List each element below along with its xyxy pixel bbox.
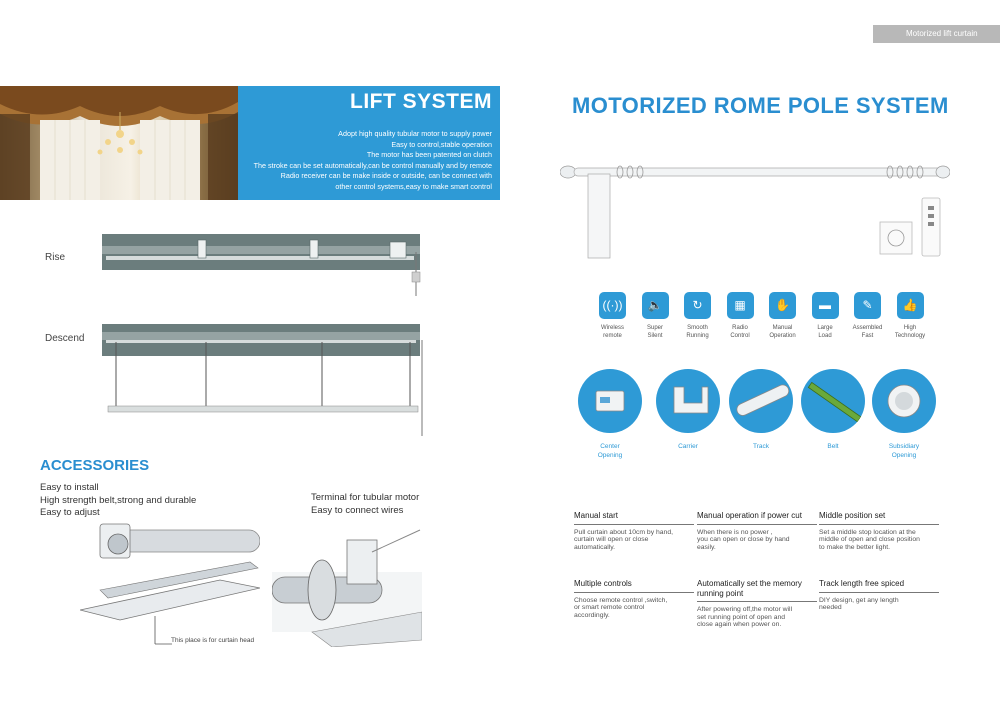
feature-label-line: Operation — [769, 332, 796, 339]
feature-block-desc-line: set running point of open and — [697, 613, 786, 621]
curtain-head-illustration — [80, 520, 260, 650]
accessories-title: ACCESSORIES — [40, 457, 150, 474]
rome-pole-title: MOTORIZED ROME POLE SYSTEM — [572, 93, 949, 118]
feature-label-line: Super — [646, 325, 663, 331]
lift-system-panel — [238, 86, 500, 200]
feature-block-title — [697, 579, 817, 602]
feature-block-desc-line: After powering off,the motor will — [697, 606, 793, 613]
accessories-features-right — [311, 492, 419, 517]
feature-block-title — [819, 511, 939, 525]
feature-label-line: remote — [603, 332, 622, 339]
feature-block-desc-line: easily. — [697, 543, 716, 551]
feature-block-desc — [574, 529, 694, 552]
feature-block-desc — [574, 597, 694, 620]
feature-block — [819, 511, 939, 551]
feature-block-title-line: Manual operation if power cut — [697, 511, 802, 520]
feature-label-line: Assembled — [852, 325, 883, 331]
feature-block-desc-line: When there is no power , — [697, 528, 773, 536]
feature-block-desc-line: to make the better light. — [819, 543, 891, 551]
feature-label-line: Smooth — [687, 325, 708, 331]
feature-block-desc-line: you can open or close by hand — [697, 536, 790, 544]
subsidiary-opening-part — [872, 369, 936, 433]
motor-terminal-illustration — [272, 522, 422, 647]
feature-block-title-line: Middle position set — [819, 511, 886, 520]
feature-block-desc-line: needed — [819, 604, 842, 612]
feature-block-desc — [697, 606, 817, 629]
lift-line: Easy to control,stable operation — [391, 139, 492, 149]
feature-block-desc — [819, 597, 939, 612]
feature-label-line: Load — [818, 332, 832, 339]
feature-label-line: Radio — [732, 325, 748, 331]
feature-block — [574, 579, 694, 619]
part-label — [798, 443, 868, 452]
feature-label-line: Silent — [647, 332, 663, 339]
part-label-line: Opening — [597, 451, 623, 459]
descend-label: Descend — [45, 333, 85, 344]
feature-block-title — [697, 511, 817, 525]
lift-line: other control systems,easy to make smart control — [335, 181, 492, 191]
part-label-line: Subsidiary — [888, 443, 920, 450]
feature-block-desc-line: accordingly. — [574, 611, 610, 619]
feature-block — [697, 511, 817, 551]
feature-block-desc — [697, 529, 817, 552]
feature-block-title — [574, 579, 694, 593]
feature-label-line: Fast — [861, 332, 874, 339]
feature-label-line: Manual — [772, 325, 793, 331]
feature-block — [819, 579, 939, 612]
lift-system-description — [254, 129, 492, 193]
carrier-part — [656, 369, 720, 433]
feature-block-desc-line: close again when power on. — [697, 621, 782, 629]
rise-label: Rise — [45, 252, 66, 263]
part-label — [653, 443, 723, 452]
feature-block-desc-line: automatically. — [574, 543, 616, 551]
feature-block-title-line: Multiple controls — [574, 579, 632, 588]
curtain-head-note: This place is for curtain head — [171, 637, 255, 644]
feature-block-desc-line: Pull curtain about 10cm by hand, — [574, 528, 673, 536]
part-label-line: Belt — [827, 443, 839, 450]
speaker-mute-icon: 🔈 — [642, 292, 669, 319]
feature-block-desc-line: curtain will open or close — [574, 536, 649, 544]
tools-icon: ✎ — [854, 292, 881, 319]
part-label-line: Carrier — [678, 443, 698, 450]
feature-block — [697, 579, 817, 629]
feature-block-desc-line: Set a middle stop location at the — [819, 528, 916, 536]
lift-line: The stroke can be set automatically,can be control manually and by remote — [253, 160, 492, 170]
feature-block-title — [819, 579, 939, 593]
feature-block-desc-line: or smart remote control — [574, 604, 645, 612]
radio-control-icon: ▦ — [727, 292, 754, 319]
hand-icon: ✋ — [769, 292, 796, 319]
thumbs-up-icon: 👍 — [897, 292, 924, 319]
feature-label-line: Technology — [894, 332, 926, 339]
feature-block-title-line: Manual start — [574, 511, 619, 520]
feature-block-desc — [819, 529, 939, 552]
rotate-icon: ↻ — [684, 292, 711, 319]
section-tag: Motorized lift curtain — [873, 25, 1000, 43]
feature-block-title-line: running point — [697, 588, 744, 598]
accessory-feature: High strength belt,strong and durable — [40, 494, 197, 506]
part-label-line: Track — [752, 443, 769, 450]
wireless-icon: ((·)) — [599, 292, 626, 319]
feature-block — [574, 511, 694, 551]
lift-line: Radio receiver can be make inside or outside, can be connect with — [280, 171, 492, 181]
feature-label-line: Control — [730, 332, 750, 339]
rise-diagram — [100, 232, 425, 297]
center-opening-part — [578, 369, 642, 433]
part-label — [575, 443, 645, 460]
part-label-line: Center — [600, 443, 620, 450]
feature-block-title — [574, 511, 694, 525]
descend-diagram — [100, 320, 428, 438]
feature-label-line: Running — [686, 332, 709, 339]
part-label-line: Opening — [891, 451, 917, 459]
feature-block-title-line: Track length free spiced — [819, 579, 905, 588]
feature-label-line: Large — [817, 325, 833, 331]
lift-line: Adopt high quality tubular motor to supply power — [338, 129, 492, 138]
accessory-feature: Easy to connect wires — [311, 504, 404, 516]
part-label — [869, 443, 939, 460]
feature-label — [885, 325, 935, 340]
feature-block-desc-line: middle of open and close position — [819, 536, 920, 544]
accessories-features-left — [40, 482, 196, 520]
belt-part — [801, 369, 865, 433]
feature-block-title-line: Automatically set the memory — [697, 579, 802, 588]
curtain-photo — [0, 86, 238, 200]
accessory-feature: Terminal for tubular motor — [311, 492, 420, 503]
accessory-feature: Easy to install — [40, 482, 99, 493]
part-label — [726, 443, 796, 452]
feature-block-desc-line: Choose remote control ,switch, — [574, 596, 668, 604]
lift-system-title: LIFT SYSTEM — [350, 90, 492, 113]
accessory-feature: Easy to adjust — [40, 507, 100, 518]
feature-label-line: Wireless — [600, 325, 624, 331]
feature-label-line: High — [903, 325, 917, 331]
dumbbell-icon: ▬ — [812, 292, 839, 319]
feature-block-desc-line: DIY design, get any length — [819, 596, 899, 604]
remote-and-switch-illustration — [876, 196, 948, 258]
track-part — [729, 369, 793, 433]
lift-line: The motor has been patented on clutch — [366, 150, 492, 160]
